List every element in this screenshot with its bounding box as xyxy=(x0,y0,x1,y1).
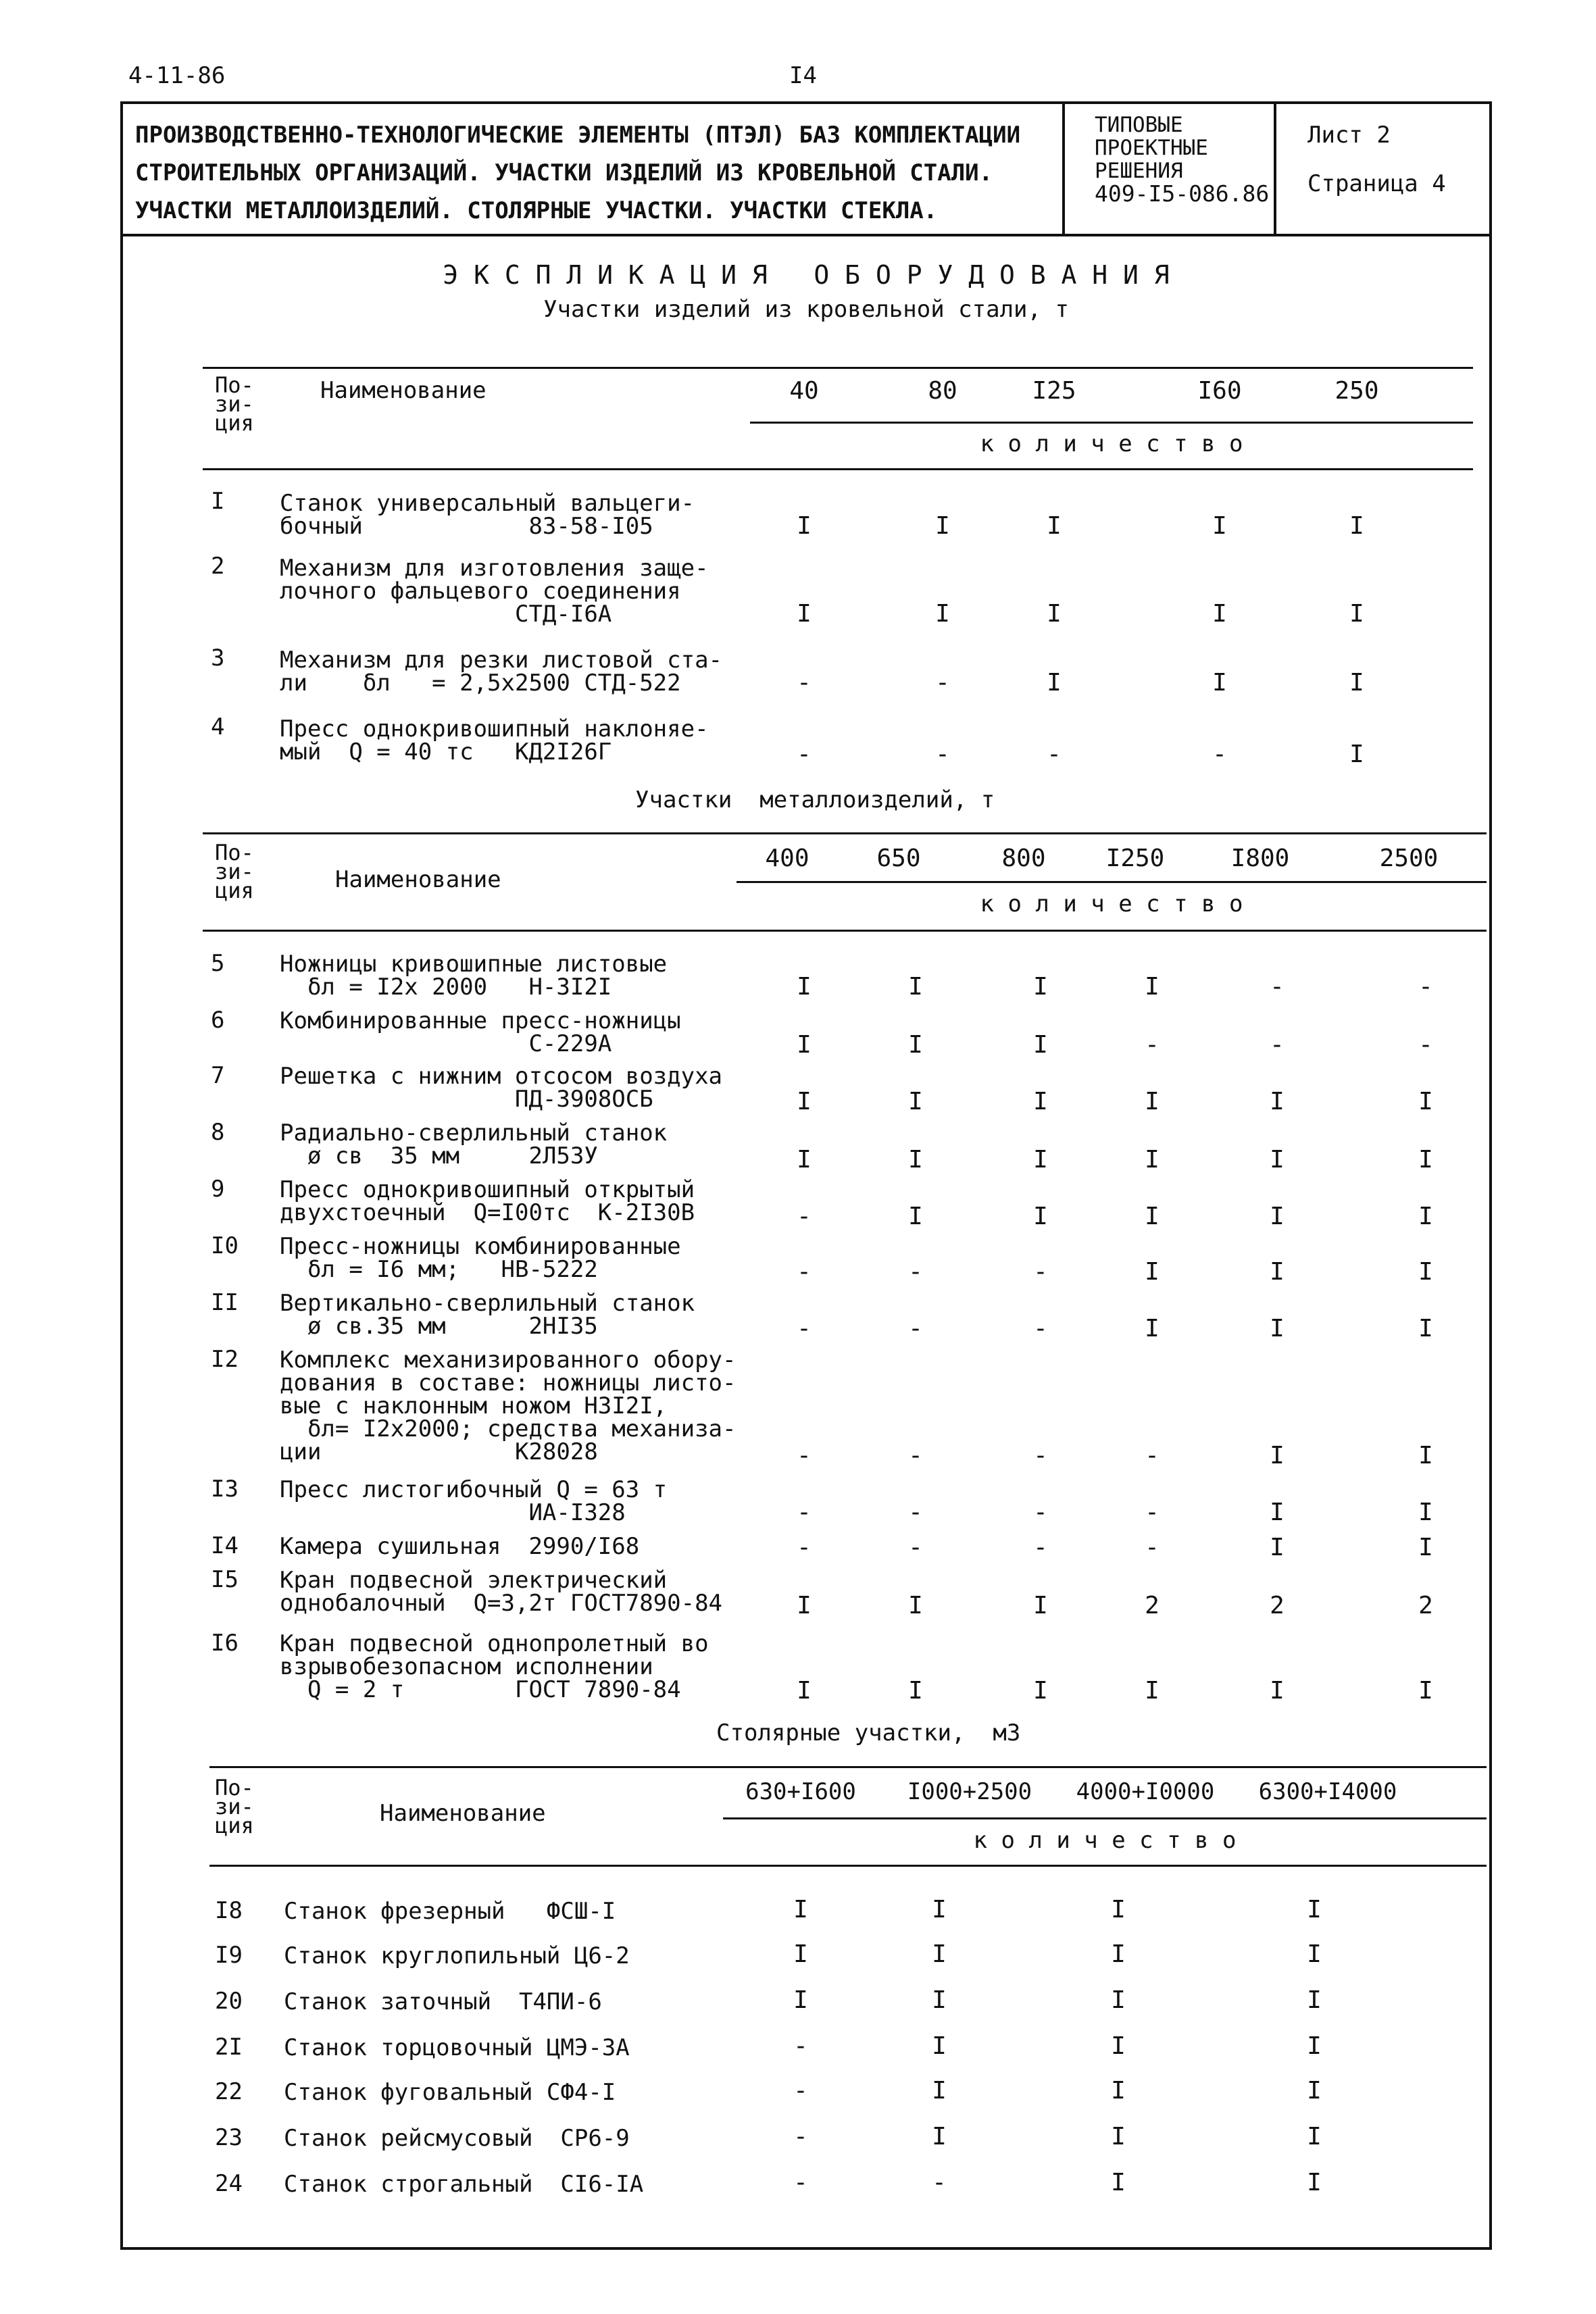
name-line: Радиально-сверлильный станок xyxy=(280,1120,668,1147)
name-line: СТД-I6А xyxy=(280,601,612,628)
pos-header-line: По- xyxy=(215,1775,254,1801)
s2-row-pos: 5 xyxy=(211,950,225,977)
s3-col-header: 4000+I0000 xyxy=(1076,1778,1215,1805)
s3-value: I xyxy=(932,1940,947,1968)
s1-col-header: I25 xyxy=(1032,377,1076,405)
series-block xyxy=(1095,114,1274,205)
document-title xyxy=(135,116,1054,230)
s2-value: I xyxy=(1270,1088,1285,1115)
s3-pos-header xyxy=(215,1775,254,1838)
s2-top-rule xyxy=(203,832,1487,834)
s2-row-pos: I6 xyxy=(211,1630,239,1657)
name-line: Кран подвесной электрический xyxy=(280,1567,668,1594)
s2-row-name xyxy=(280,1122,667,1167)
pos-header-line: По- xyxy=(215,372,254,398)
s1-value: - xyxy=(1047,740,1062,768)
s1-value: I xyxy=(1349,740,1364,768)
s1-value: I xyxy=(935,600,950,628)
s2-value: - xyxy=(1033,1258,1048,1286)
s2-row-pos: I5 xyxy=(211,1566,239,1593)
s2-value: I xyxy=(1145,973,1159,1001)
name-line: бочный 83-58-I05 xyxy=(280,513,653,540)
s1-col-header: 80 xyxy=(928,377,957,405)
pos-header-line: По- xyxy=(215,840,254,865)
s2-value: I xyxy=(1270,1534,1285,1561)
s2-value: I xyxy=(1033,1146,1048,1174)
s2-value: I xyxy=(1145,1258,1159,1286)
s3-value: I xyxy=(1111,1896,1126,1923)
s3-bottom-rule xyxy=(209,1865,1487,1867)
s2-row-name xyxy=(280,1569,722,1615)
s1-qty-rule xyxy=(750,422,1473,424)
name-line: Механизм для резки листовой ста- xyxy=(280,647,723,674)
s2-value: I xyxy=(1033,1031,1048,1059)
s2-value: 2 xyxy=(1270,1592,1285,1619)
name-line: Кран подвесной однопролетный во xyxy=(280,1630,709,1657)
s1-row-name xyxy=(280,557,709,626)
s2-row-name xyxy=(280,1535,639,1558)
s2-row-pos: I0 xyxy=(211,1232,239,1259)
s1-value: - xyxy=(935,740,950,768)
s2-row-name xyxy=(280,1349,737,1463)
s3-qty-header: к о л и ч е с т в о xyxy=(973,1827,1237,1854)
s1-pos-header xyxy=(215,372,254,436)
s3-row-pos: I8 xyxy=(215,1897,243,1924)
name-line: ПД-3908ОСБ xyxy=(280,1086,653,1113)
s2-qty-header: к о л и ч е с т в о xyxy=(980,890,1243,917)
title-line-3: УЧАСТКИ МЕТАЛЛОИЗДЕЛИЙ. СТОЛЯРНЫЕ УЧАСТКИ. УЧАСТКИ СТЕКЛА. xyxy=(135,197,938,224)
s2-value: 2 xyxy=(1145,1592,1159,1619)
s2-value: I xyxy=(1270,1258,1285,1286)
s2-value: I xyxy=(908,1088,923,1115)
s2-value: I xyxy=(1418,1442,1433,1469)
s2-value: - xyxy=(1145,1031,1159,1059)
s2-value: - xyxy=(1145,1442,1159,1469)
s2-value: I xyxy=(1033,1677,1048,1705)
s2-value: - xyxy=(908,1499,923,1526)
s1-value: I xyxy=(1349,600,1364,628)
s2-value: I xyxy=(908,1203,923,1230)
s1-value: I xyxy=(935,512,950,540)
s2-columns xyxy=(750,845,1487,872)
s2-value: I xyxy=(908,1146,923,1174)
s2-bottom-rule xyxy=(203,930,1487,932)
s1-value: I xyxy=(1047,600,1062,628)
s3-row-name: Станок фрезерный ФСШ-I xyxy=(284,1898,616,1925)
s3-col-header: I000+2500 xyxy=(907,1778,1032,1805)
main-title: Э К С П Л И К А Ц И Я О Б О Р У Д О В А Н И Я xyxy=(443,260,1170,290)
name-line: ø св 35 мм 2Л53У xyxy=(280,1142,598,1169)
s1-row-pos: 4 xyxy=(211,713,225,740)
s1-row-pos: I xyxy=(211,488,225,515)
sheet-label: Лист 2 xyxy=(1307,122,1391,149)
title-line-1: ПРОИЗВОДСТВЕННО-ТЕХНОЛОГИЧЕСКИЕ ЭЛЕМЕНТЫ (ПТЭЛ) БАЗ КОМПЛЕКТАЦИИ xyxy=(135,122,1021,149)
s1-value: - xyxy=(797,740,812,768)
s3-row-name: Станок фуговальный СФ4-I xyxy=(284,2079,616,2106)
s2-value: I xyxy=(1418,1088,1433,1115)
header-divider-v2 xyxy=(1274,101,1276,236)
s3-row-pos: 24 xyxy=(215,2170,243,2197)
s2-value: I xyxy=(1033,1592,1048,1619)
s3-row-pos: 23 xyxy=(215,2124,243,2151)
s1-value: I xyxy=(1349,512,1364,540)
name-line: ли δл = 2,5х2500 СТД-522 xyxy=(280,670,681,697)
s3-row-name: Станок заточный Т4ПИ-6 xyxy=(284,1988,602,2015)
s1-value: - xyxy=(935,669,950,697)
s3-value: I xyxy=(932,2032,947,2060)
s1-value: I xyxy=(797,512,812,540)
name-line: Ножницы кривошипные листовые xyxy=(280,951,668,978)
name-line: Пресс-ножницы комбинированные xyxy=(280,1233,681,1260)
header-divider xyxy=(120,234,1492,236)
s3-value: - xyxy=(932,2169,947,2196)
s3-col-header: 630+I600 xyxy=(745,1778,856,1805)
s1-bottom-rule xyxy=(203,468,1473,470)
s2-value: I xyxy=(1145,1315,1159,1342)
pos-header-line: ция xyxy=(215,1813,254,1838)
pos-header-line: зи- xyxy=(215,391,254,417)
s2-value: - xyxy=(797,1534,812,1561)
s3-row-pos: 22 xyxy=(215,2078,243,2105)
s2-value: I xyxy=(1418,1677,1433,1705)
s1-name-header: Наименование xyxy=(320,377,487,404)
s3-value: I xyxy=(1111,2077,1126,2105)
s3-value: I xyxy=(932,1896,947,1923)
s1-value: I xyxy=(1047,512,1062,540)
name-line: мый Q = 40 тс КД2I26Г xyxy=(280,738,612,765)
s1-col-header: 250 xyxy=(1335,377,1379,405)
s2-value: I xyxy=(1418,1499,1433,1526)
s1-qty-header: к о л и ч е с т в о xyxy=(980,430,1243,457)
s2-value: - xyxy=(1033,1534,1048,1561)
s2-row-name xyxy=(280,1235,681,1281)
name-line: Пресс однокривошипный открытый xyxy=(280,1176,695,1203)
s3-value: I xyxy=(793,1986,808,2014)
s3-value: I xyxy=(793,1896,808,1923)
s3-col-header: 6300+I4000 xyxy=(1258,1778,1397,1805)
s1-col-header: I60 xyxy=(1197,377,1242,405)
s2-col-header: I250 xyxy=(1105,845,1165,872)
name-line: вые с наклонным ножом Н3I2I, xyxy=(280,1392,668,1419)
s1-value: I xyxy=(1349,669,1364,697)
s3-value: I xyxy=(1111,1940,1126,1968)
s3-row-pos: 20 xyxy=(215,1988,243,2015)
s2-value: - xyxy=(1270,1031,1285,1059)
s2-row-name xyxy=(280,953,667,999)
s2-value: I xyxy=(1270,1499,1285,1526)
s2-value: I xyxy=(908,973,923,1001)
s2-row-pos: 9 xyxy=(211,1176,225,1203)
pos-header-line: зи- xyxy=(215,1794,254,1819)
s2-col-header: 650 xyxy=(876,845,921,872)
s2-value: I xyxy=(1418,1146,1433,1174)
name-line: Механизм для изготовления заще- xyxy=(280,555,709,582)
s2-value: - xyxy=(1145,1534,1159,1561)
s2-value: I xyxy=(1270,1203,1285,1230)
s2-name-header: Наименование xyxy=(335,866,501,893)
section-2-title: Участки металлоизделий, т xyxy=(635,786,995,813)
name-line: Пресс листогибочный Q = 63 т xyxy=(280,1476,668,1503)
name-line: дования в составе: ножницы листо- xyxy=(280,1369,737,1397)
s2-value: - xyxy=(1033,1315,1048,1342)
s2-value: I xyxy=(1418,1258,1433,1286)
s3-value: I xyxy=(1307,2077,1322,2105)
s2-value: - xyxy=(908,1534,923,1561)
name-line: взрывобезопасном исполнении xyxy=(280,1653,653,1680)
s2-value: - xyxy=(908,1315,923,1342)
s2-value: I xyxy=(1418,1534,1433,1561)
s2-value: I xyxy=(797,973,812,1001)
name-line: С-229А xyxy=(280,1030,612,1057)
s2-col-header: 800 xyxy=(1001,845,1046,872)
series-line-1: ТИПОВЫЕ xyxy=(1095,113,1183,137)
name-line: Комбинированные пресс-ножницы xyxy=(280,1007,681,1034)
name-line: ИА-I328 xyxy=(280,1499,626,1526)
s1-value: - xyxy=(797,669,812,697)
pos-header-line: ция xyxy=(215,878,254,903)
s2-value: I xyxy=(1033,973,1048,1001)
s2-row-name xyxy=(280,1292,695,1338)
page-label: Страница 4 xyxy=(1307,170,1446,197)
s1-row-pos: 3 xyxy=(211,645,225,672)
s2-value: I xyxy=(1033,1203,1048,1230)
s1-row-pos: 2 xyxy=(211,553,225,580)
section-3-title: Столярные участки, м3 xyxy=(716,1719,1021,1746)
s3-value: - xyxy=(793,2123,808,2150)
s3-value: I xyxy=(1307,1986,1322,2014)
s2-row-pos: I4 xyxy=(211,1532,239,1559)
s1-row-name xyxy=(280,715,709,765)
name-line: Решетка с нижним отсосом воздуха xyxy=(280,1063,723,1090)
s2-col-header: I800 xyxy=(1230,845,1290,872)
s2-row-pos: I2 xyxy=(211,1346,239,1373)
series-number: 409-I5-086.86 xyxy=(1095,180,1270,207)
title-line-2: СТРОИТЕЛЬНЫХ ОРГАНИЗАЦИЙ. УЧАСТКИ ИЗДЕЛИЙ ИЗ КРОВЕЛЬНОЙ СТАЛИ. xyxy=(135,159,993,186)
s2-row-name xyxy=(280,1178,695,1224)
s3-value: I xyxy=(932,2077,947,2105)
s2-value: - xyxy=(1033,1442,1048,1469)
name-line: Станок универсальный вальцеги- xyxy=(280,490,695,517)
s3-value: I xyxy=(1111,2169,1126,2196)
s3-columns xyxy=(716,1778,1487,1805)
s2-value: - xyxy=(797,1258,812,1286)
s2-row-name xyxy=(280,1632,709,1701)
s2-value: I xyxy=(908,1677,923,1705)
s2-value: - xyxy=(908,1442,923,1469)
s2-value: - xyxy=(797,1315,812,1342)
name-line: Пресс однокривошипный наклоняе- xyxy=(280,715,709,743)
s2-col-header: 2500 xyxy=(1379,845,1439,872)
name-line: ции К28028 xyxy=(280,1438,598,1465)
s2-row-pos: I3 xyxy=(211,1476,239,1503)
s2-qty-rule xyxy=(737,881,1487,883)
s1-value: I xyxy=(1047,669,1062,697)
s3-value: I xyxy=(1111,1986,1126,2014)
s2-value: I xyxy=(1033,1088,1048,1115)
name-line: ø св.35 мм 2НI35 xyxy=(280,1313,598,1340)
s2-pos-header xyxy=(215,840,254,903)
s3-value: - xyxy=(793,2169,808,2196)
name-line: Q = 2 т ГОСТ 7890-84 xyxy=(280,1676,681,1703)
s3-value: I xyxy=(932,2123,947,2150)
s3-value: - xyxy=(793,2077,808,2105)
s2-row-name xyxy=(280,1009,681,1055)
s3-value: I xyxy=(932,1986,947,2014)
s3-value: I xyxy=(1111,2123,1126,2150)
s2-value: - xyxy=(908,1258,923,1286)
s1-value: I xyxy=(1212,600,1227,628)
series-line-3: РЕШЕНИЯ xyxy=(1095,159,1183,183)
s1-col-header: 40 xyxy=(789,377,819,405)
s2-value: I xyxy=(1270,1442,1285,1469)
s3-row-pos: I9 xyxy=(215,1942,243,1969)
s2-value: I xyxy=(1270,1677,1285,1705)
header-divider-v1 xyxy=(1062,101,1065,236)
s2-value: I xyxy=(1270,1146,1285,1174)
s2-value: I xyxy=(797,1031,812,1059)
name-line: Камера сушильная 2990/I68 xyxy=(280,1533,640,1560)
name-line: лочного фальцевого соединения xyxy=(280,578,681,605)
s2-value: 2 xyxy=(1418,1592,1433,1619)
name-line: Комплекс механизированного обору- xyxy=(280,1347,737,1374)
s2-value: - xyxy=(1418,1031,1433,1059)
s2-value: I xyxy=(797,1592,812,1619)
document-code: 4-11-86 xyxy=(128,62,226,89)
s2-value: I xyxy=(1418,1315,1433,1342)
series-line-2: ПРОЕКТНЫЕ xyxy=(1095,136,1208,160)
s3-value: I xyxy=(1307,2032,1322,2060)
s2-value: - xyxy=(797,1203,812,1230)
s3-value: I xyxy=(793,1940,808,1968)
s3-row-pos: 2I xyxy=(215,2034,243,2061)
s2-row-pos: 7 xyxy=(211,1062,225,1089)
section-1-title: Участки изделий из кровельной стали, т xyxy=(543,296,1069,323)
s1-row-name xyxy=(280,492,695,538)
s2-row-pos: 8 xyxy=(211,1119,225,1146)
s2-value: - xyxy=(1033,1499,1048,1526)
s2-value: - xyxy=(1270,973,1285,1001)
s2-value: I xyxy=(1145,1677,1159,1705)
name-line: однобалочный Q=3,2т ГОСТ7890-84 xyxy=(280,1590,723,1617)
s3-name-header: Наименование xyxy=(380,1800,546,1827)
s2-row-name xyxy=(280,1065,722,1111)
name-line: δл = I6 мм; НВ-5222 xyxy=(280,1256,598,1283)
s2-value: I xyxy=(1145,1146,1159,1174)
s3-value: I xyxy=(1111,2032,1126,2060)
s2-value: I xyxy=(908,1592,923,1619)
name-line: двухстоечный Q=I00тс К-2I30В xyxy=(280,1199,695,1226)
s3-value: I xyxy=(1307,1896,1322,1923)
s1-value: I xyxy=(1212,512,1227,540)
s2-value: I xyxy=(797,1677,812,1705)
s2-value: - xyxy=(797,1442,812,1469)
s2-value: I xyxy=(1145,1088,1159,1115)
s3-value: I xyxy=(1307,1940,1322,1968)
s1-value: - xyxy=(1212,740,1227,768)
s2-value: I xyxy=(1270,1315,1285,1342)
s3-top-rule xyxy=(209,1766,1487,1768)
s2-value: I xyxy=(1145,1203,1159,1230)
name-line: δл = I2х 2000 Н-3I2I xyxy=(280,974,612,1001)
page-frame xyxy=(120,101,1492,2250)
s2-value: - xyxy=(1418,973,1433,1001)
s3-row-name: Станок круглопильный Ц6-2 xyxy=(284,1942,630,1969)
s1-value: I xyxy=(1212,669,1227,697)
s2-value: I xyxy=(908,1031,923,1059)
s3-qty-rule xyxy=(723,1817,1487,1819)
s2-value: - xyxy=(797,1499,812,1526)
s2-value: I xyxy=(797,1146,812,1174)
s1-value: I xyxy=(797,600,812,628)
page-number: I4 xyxy=(789,62,817,89)
s2-row-pos: 6 xyxy=(211,1007,225,1034)
s2-col-header: 400 xyxy=(765,845,809,872)
s3-value: I xyxy=(1307,2169,1322,2196)
s3-row-name: Станок строгальный СI6-IА xyxy=(284,2171,644,2198)
name-line: δл= I2х2000; средства механиза- xyxy=(280,1415,737,1442)
s2-value: I xyxy=(1418,1203,1433,1230)
s3-row-name: Станок торцовочный ЦМЭ-3А xyxy=(284,2034,630,2061)
s3-value: - xyxy=(793,2032,808,2060)
s1-row-name xyxy=(280,649,722,695)
s3-row-name: Станок рейсмусовый СР6-9 xyxy=(284,2125,630,2152)
s2-row-name xyxy=(280,1478,667,1524)
s1-top-rule xyxy=(203,367,1473,369)
s3-value: I xyxy=(1307,2123,1322,2150)
pos-header-line: ция xyxy=(215,410,254,436)
s2-value: I xyxy=(797,1088,812,1115)
pos-header-line: зи- xyxy=(215,859,254,884)
name-line: Вертикально-сверлильный станок xyxy=(280,1290,695,1317)
s2-value: - xyxy=(1145,1499,1159,1526)
s1-columns xyxy=(777,377,1473,404)
s2-row-pos: II xyxy=(211,1289,239,1316)
